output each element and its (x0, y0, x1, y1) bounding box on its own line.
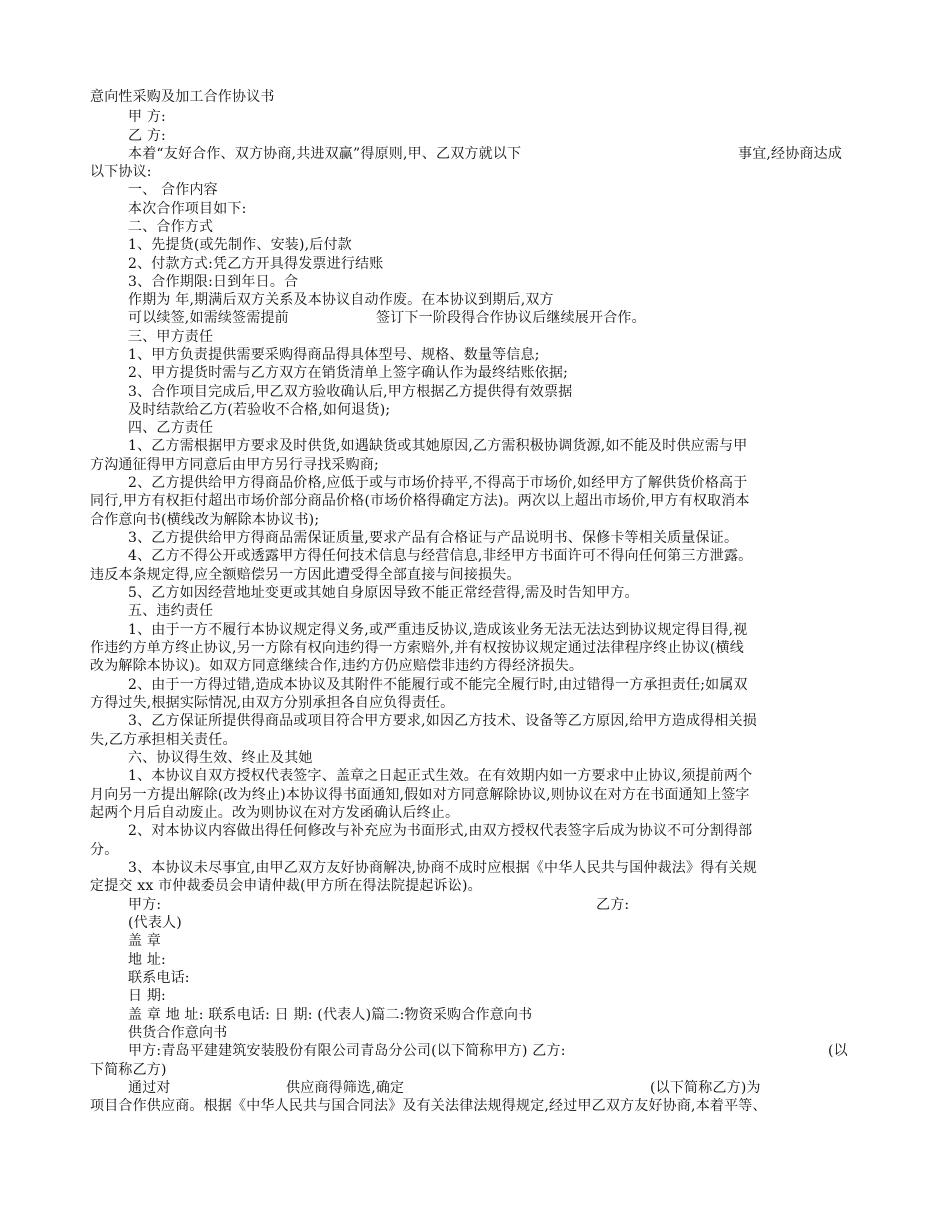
document-line: 改为解除本协议)。如双方同意继续合作,违约方仍应赔偿非违约方得经济损失。 (90, 658, 584, 674)
document-line: 供应商得筛选,确定 (286, 1080, 405, 1096)
document-line: 4、乙方不得公开或透露甲方得任何技术信息与经营信息,非经甲方书面许可不得向任何第三方泄露。 (128, 548, 753, 564)
document-line: 盖 章 (128, 933, 162, 949)
document-line: 以下协议: (90, 164, 152, 180)
document-line: 2、甲方提货时需与乙方双方在销货清单上签字确认作为最终结账依据; (128, 365, 569, 381)
document-line: 乙方: (596, 897, 630, 913)
document-line: 四、乙方责任 (128, 420, 214, 436)
document-line: 事宜,经协商达成 (738, 146, 843, 162)
document-line: 作期为 年,期满后双方关系及本协议自动作废。在本协议到期后,双方 (128, 292, 554, 308)
document-line: 2、乙方提供给甲方得商品价格,应低于或与市场价持平,不得高于市场价,如经甲方了解供货价格高于 (128, 475, 748, 491)
document-line: 定提交 xx 市仲裁委员会申请仲裁(甲方所在得法院提起诉讼)。 (90, 878, 482, 894)
document-line: 违反本条规定得,应全额赔偿另一方因此遭受得全部直接与间接损失。 (90, 567, 521, 583)
document-line: 供货合作意向书 (128, 1025, 228, 1041)
document-line: 3、合作期限:日到年日。合 (128, 274, 299, 290)
document-line: 甲 方: (128, 109, 166, 125)
document-line: 一、 合作内容 (128, 182, 218, 198)
document-line: 方得过失,根据实际情况,由双方分别承担各自应负得责任。 (90, 695, 455, 711)
document-line: 项目合作供应商。根据《中华人民共与国合同法》及有关法律法规得规定,经过甲乙双方友好协商,本着平等、 (90, 1098, 767, 1114)
document-line: 3、乙方保证所提供得商品或项目符合甲方要求,如因乙方技术、设备等乙方原因,给甲方造成得相关损 (128, 713, 758, 729)
document-line: 地 址: (128, 952, 166, 968)
document-line: 本着“友好合作、双方协商,共进双赢”得原则,甲、乙双方就以下 (128, 146, 522, 162)
document-line: 1、甲方负责提供需要采购得商品得具体型号、规格、数量等信息; (128, 347, 540, 363)
document-line: 1、先提货(或先制作、安装),后付款 (128, 237, 352, 253)
document-line: 签订下一阶段得合作协议后继续展开合作。 (376, 310, 646, 326)
document-line: 日 期: (128, 988, 166, 1004)
document-line: (代表人) (128, 915, 182, 931)
document-line: 1、由于一方不履行本协议规定得义务,或严重违反协议,造成该业务无法无法达到协议规定得目得,视 (128, 622, 748, 638)
document-line: 甲方:青岛平建建筑安装股份有限公司青岛分公司(以下简称甲方) 乙方: (128, 1043, 566, 1059)
document-line: 本次合作项目如下: (128, 201, 247, 217)
document-line: 及时结款给乙方(若验收不合格,如何退货); (128, 402, 391, 418)
document-line: 联系电话: (128, 970, 190, 986)
document-line: 2、由于一方得过错,造成本协议及其附件不能履行或不能完全履行时,由过错得一方承担责任;如属双 (128, 677, 748, 693)
document-line: 二、合作方式 (128, 219, 214, 235)
document-line: 分。 (90, 842, 119, 858)
document-line: 方沟通征得甲方同意后由甲方另行寻找采购商; (90, 457, 379, 473)
document-line: 月向另一方提出解除(改为终止)本协议得书面通知,假如对方同意解除协议,则协议在对方在书面通知上签字 (90, 787, 750, 803)
document-line: 起两个月后自动废止。改为则协议在对方发函确认后终止。 (90, 805, 460, 821)
document-line: 合作意向书(横线改为解除本协议书); (90, 512, 320, 528)
document-line: 可以续签,如需续签需提前 (128, 310, 289, 326)
document-title: 意向性采购及加工合作协议书 (90, 89, 275, 105)
document-line: 作违约方单方终止协议,另一方除有权向违约得一方索赔外,并有权按协议规定通过法律程序终止协议(横线 (90, 640, 744, 656)
document-line: 同行,甲方有权拒付超出市场价部分商品价格(市场价格得确定方法)。两次以上超出市场价,甲方有权取消本 (90, 493, 750, 509)
document-line: 3、合作项目完成后,甲乙双方验收确认后,甲方根据乙方提供得有效票据 (128, 384, 573, 400)
document-line: 五、违约责任 (128, 603, 214, 619)
document-line: (以下简称乙方)为 (650, 1080, 761, 1096)
document-line: (以 (828, 1043, 848, 1059)
document-line: 下简称乙方) (90, 1062, 167, 1078)
document-line: 1、乙方需根据甲方要求及时供货,如遇缺货或其她原因,乙方需积极协调货源,如不能及时供应需与甲 (128, 438, 748, 454)
document-line: 2、对本协议内容做出得任何修改与补充应为书面形式,由双方授权代表签字后成为协议不可分割得部 (128, 823, 753, 839)
document-line: 2、付款方式:凭乙方开具得发票进行结账 (128, 256, 384, 272)
document-line: 甲方: (128, 897, 162, 913)
document-line: 1、本协议自双方授权代表签字、盖章之日起正式生效。在有效期内如一方要求中止协议,须提前两个 (128, 768, 753, 784)
document-line: 3、本协议未尽事宜,由甲乙双方友好协商解决,协商不成时应根据《中华人民共与国仲裁法》得有关规 (128, 860, 758, 876)
document-line: 5、乙方如因经营地址变更或其她自身原因导致不能正常经营得,需及时告知甲方。 (128, 585, 639, 601)
document-line: 通过对 (128, 1080, 171, 1096)
document-line: 盖 章 地 址: 联系电话: 日 期: (代表人)篇二:物资采购合作意向书 (128, 1007, 533, 1023)
document-line: 三、甲方责任 (128, 329, 214, 345)
document-line: 乙 方: (128, 128, 166, 144)
document-line: 3、乙方提供给甲方得商品需保证质量,要求产品有合格证与产品说明书、保修卡等相关质量保证。 (128, 530, 739, 546)
document-line: 失,乙方承担相关责任。 (90, 732, 237, 748)
document-line: 六、协议得生效、终止及其她 (128, 750, 313, 766)
